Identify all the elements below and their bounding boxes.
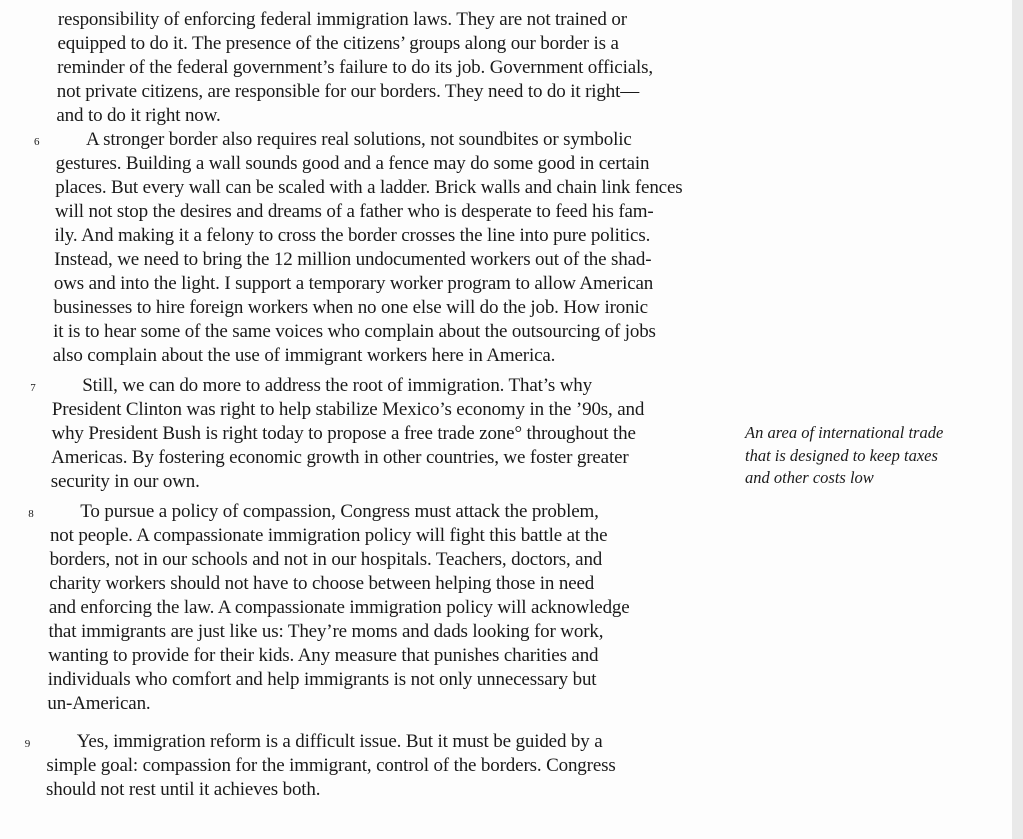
text-line: borders, not in our schools and not in our hospitals. Teachers, doctors, and xyxy=(49,549,603,570)
paragraph-number: 8 xyxy=(28,508,34,520)
text-line: why President Bush is right today to propose a free trade zone° throughout the xyxy=(51,423,636,444)
text-line: Americas. By fostering economic growth in other countries, we foster greater xyxy=(51,447,629,468)
text-line: simple goal: compassion for the immigrant, control of the borders. Congress xyxy=(46,755,616,776)
text-line: responsibility of enforcing federal immigration laws. They are not trained or xyxy=(57,9,627,30)
text-line: that immigrants are just like us: They’re moms and dads looking for work, xyxy=(48,621,604,642)
text-line: security in our own. xyxy=(50,471,200,492)
paragraph-first-line: Yes, immigration reform is a difficult issue. But it must be guided by a xyxy=(76,731,603,752)
paragraph-number: 6 xyxy=(34,136,40,148)
text-line: not private citizens, are responsible for our borders. They need to do it right— xyxy=(56,81,640,102)
text-line: also complain about the use of immigrant workers here in America. xyxy=(52,345,556,366)
margin-gloss-free-trade-zone xyxy=(745,422,943,490)
page-edge-strip xyxy=(1012,0,1023,839)
text-line: ily. And making it a felony to cross the border crosses the line into pure politics. xyxy=(54,225,651,246)
gloss-line: that is designed to keep taxes xyxy=(745,445,938,465)
text-line: reminder of the federal government’s failure to do its job. Government officials, xyxy=(57,57,653,78)
text-line: charity workers should not have to choose between helping those in need xyxy=(49,573,595,594)
paragraph-first-line: A stronger border also requires real solutions, not soundbites or symbolic xyxy=(86,129,632,150)
text-line: businesses to hire foreign workers when no one else will do the job. How ironic xyxy=(53,297,648,318)
text-line: President Clinton was right to help stabilize Mexico’s economy in the ’90s, and xyxy=(51,399,645,420)
text-line: should not rest until it achieves both. xyxy=(46,779,321,800)
text-line: un-American. xyxy=(47,693,151,714)
text-line: ows and into the light. I support a temporary worker program to allow American xyxy=(53,273,654,294)
gloss-line: and other costs low xyxy=(745,468,874,487)
text-line: Instead, we need to bring the 12 million undocumented workers out of the shad- xyxy=(54,249,652,270)
text-line: wanting to provide for their kids. Any measure that punishes charities and xyxy=(48,645,599,666)
text-line: will not stop the desires and dreams of a father who is desperate to feed his fam- xyxy=(54,201,654,222)
text-line: individuals who comfort and help immigrants is not only unnecessary but xyxy=(47,669,597,690)
text-line: it is to hear some of the same voices who complain about the outsourcing of jobs xyxy=(53,321,656,342)
text-line: not people. A compassionate immigration policy will fight this battle at the xyxy=(49,525,608,546)
gloss-line: An area of international trade xyxy=(745,423,944,442)
text-line: and enforcing the law. A compassionate immigration policy will acknowledge xyxy=(48,597,630,618)
text-line: and to do it right now. xyxy=(56,105,221,126)
paragraph-number: 7 xyxy=(30,382,36,394)
paragraph-first-line: Still, we can do more to address the root of immigration. That’s why xyxy=(82,375,592,396)
text-line: equipped to do it. The presence of the citizens’ groups along our border is a xyxy=(57,33,619,54)
paragraph-first-line: To pursue a policy of compassion, Congress must attack the problem, xyxy=(80,501,599,522)
text-line: gestures. Building a wall sounds good and a fence may do some good in certain xyxy=(55,153,650,174)
text-line: places. But every wall can be scaled with a ladder. Brick walls and chain link fences xyxy=(55,177,683,198)
paragraph-number: 9 xyxy=(24,738,31,750)
